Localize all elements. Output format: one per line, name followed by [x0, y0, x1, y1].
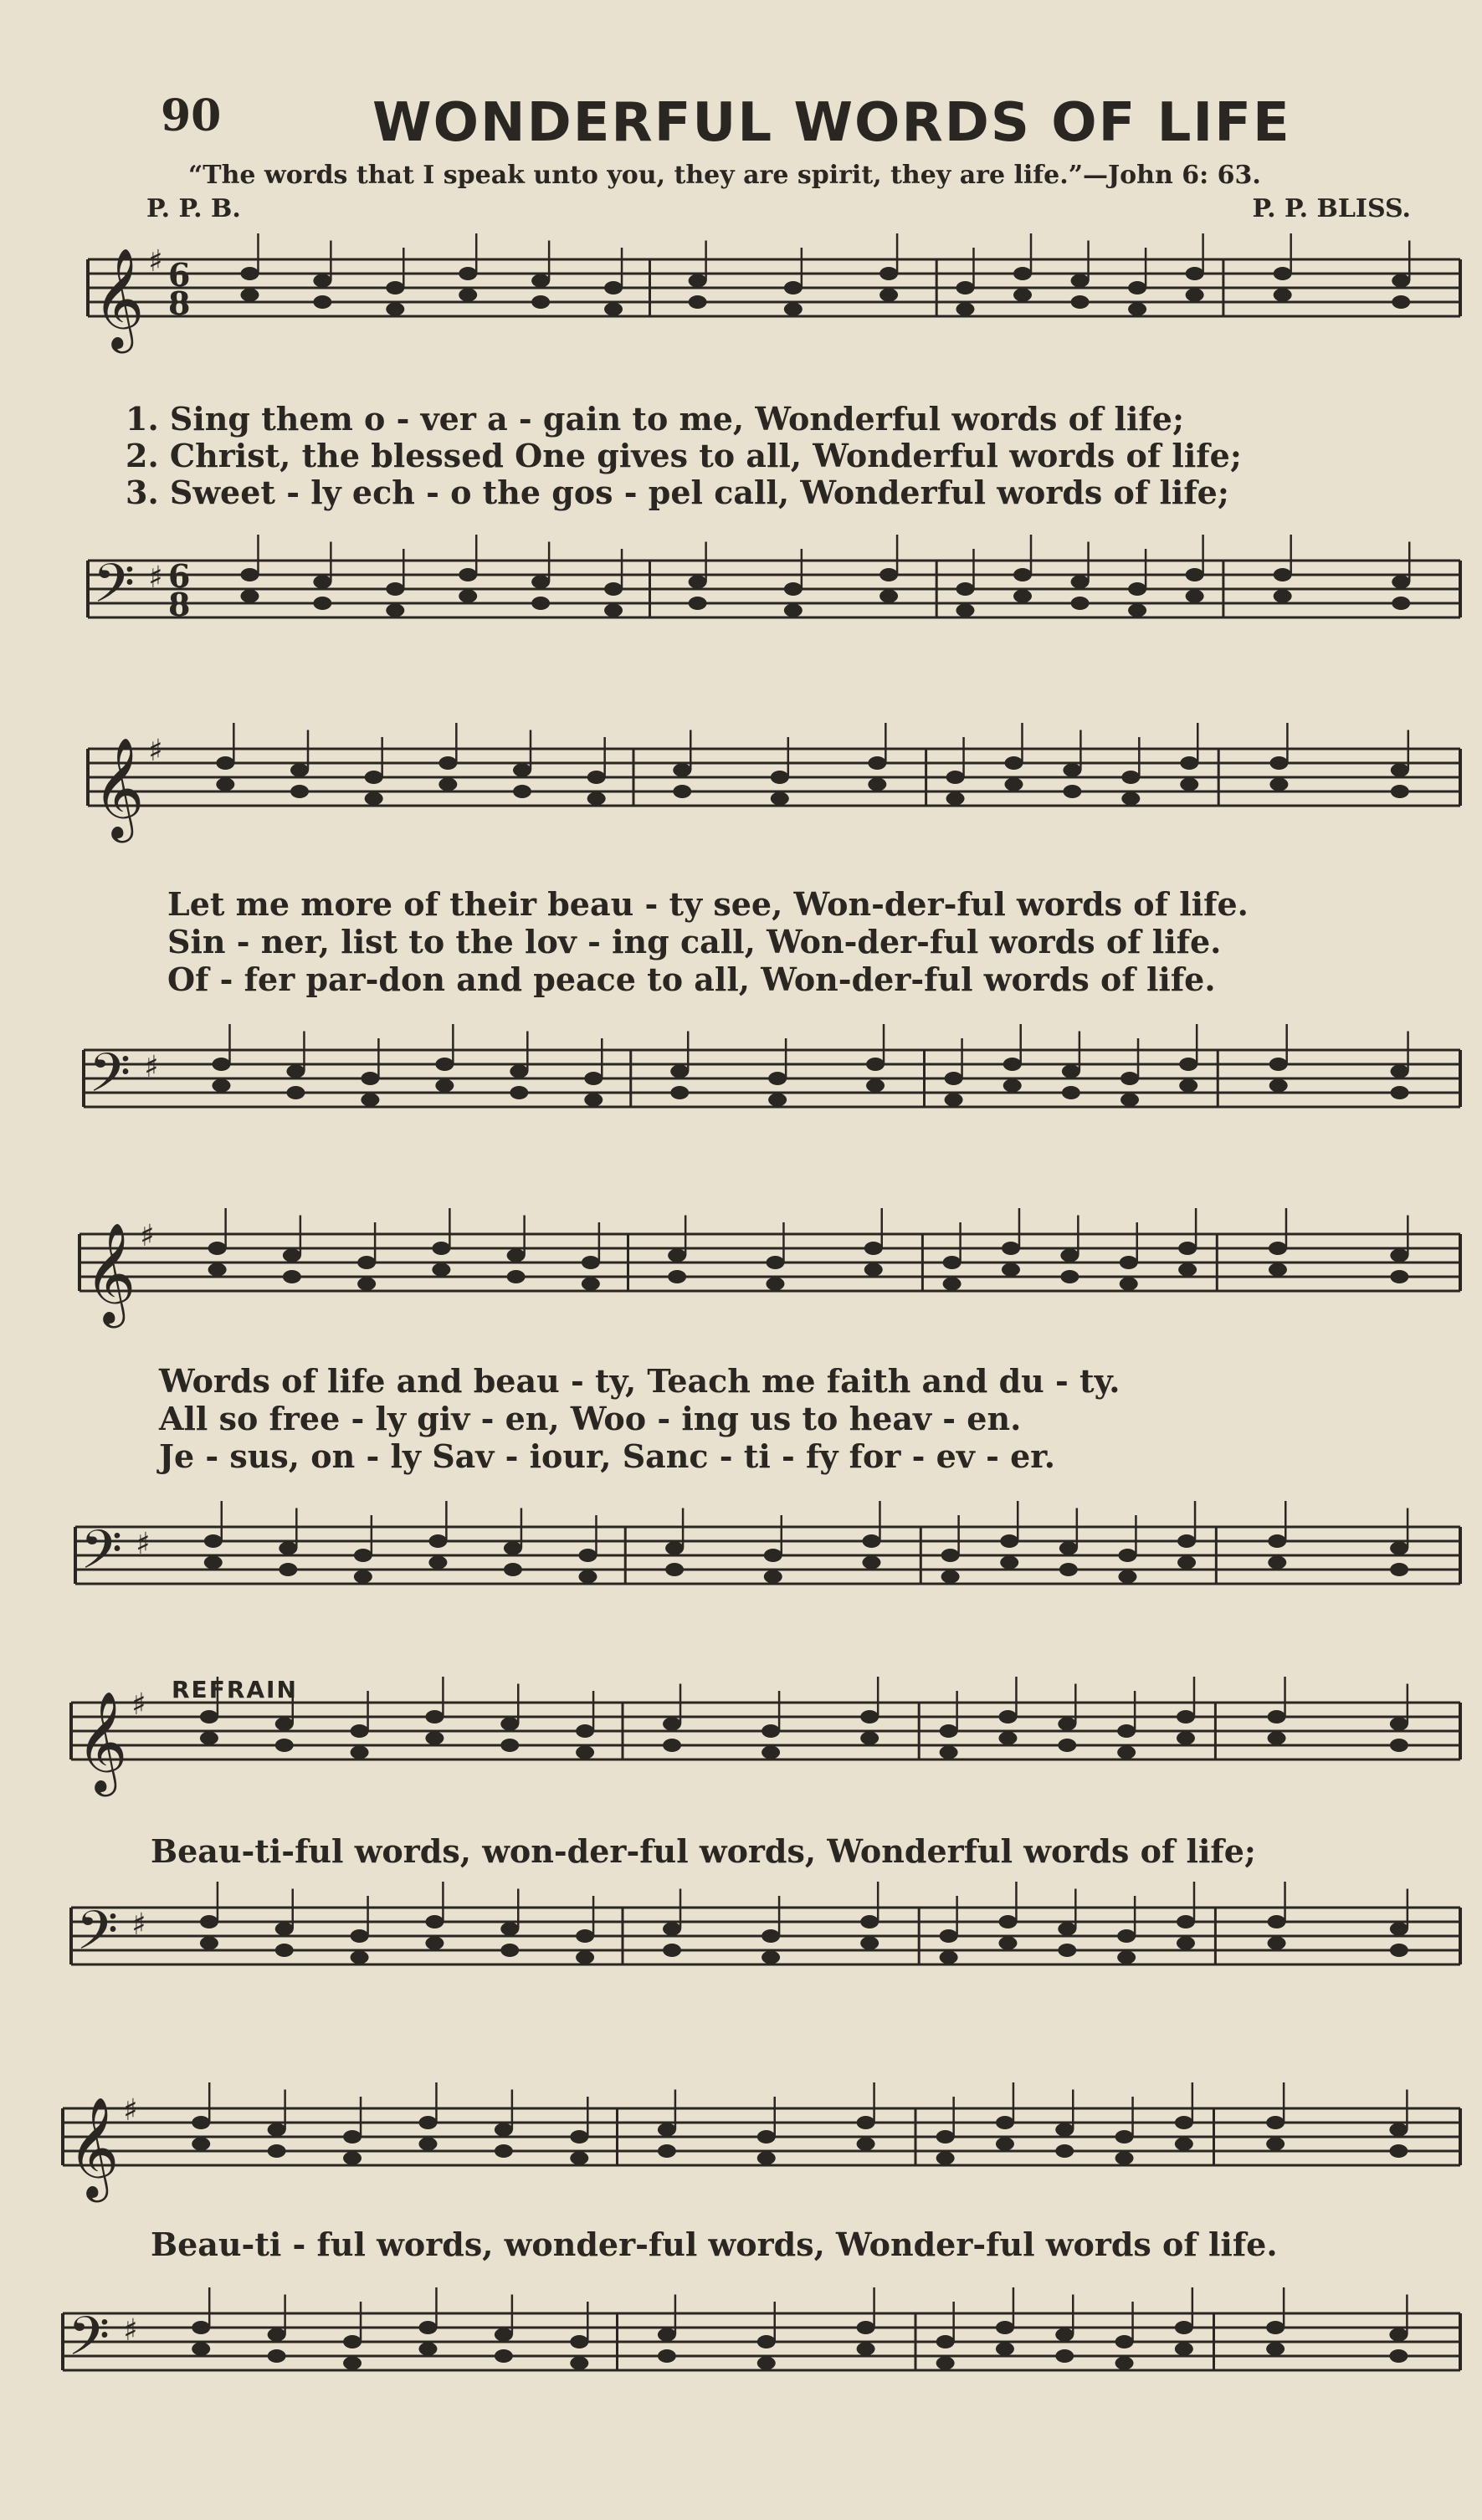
lyric-line: Words of life and beau - ty, Teach me faith and du - ty. [159, 1362, 1120, 1400]
lyric-line: 1. Sing them o - ver a - gain to me, Wonderful words of life; [126, 400, 1184, 438]
notehead [1055, 2123, 1074, 2137]
notehead [1266, 2138, 1285, 2151]
notehead [857, 2343, 875, 2356]
notehead [343, 2130, 362, 2144]
notehead [418, 2138, 437, 2151]
notehead [570, 2357, 588, 2370]
notehead [757, 2357, 776, 2370]
notehead [570, 2152, 588, 2165]
notehead [757, 2152, 776, 2165]
notehead [268, 2144, 286, 2158]
notehead [570, 2335, 588, 2348]
notehead [857, 2321, 875, 2334]
sharp-icon: ♯ [136, 1527, 151, 1561]
notehead [495, 2123, 513, 2137]
sharp-icon: ♯ [140, 1219, 155, 1253]
sharp-icon: ♯ [131, 1688, 146, 1722]
notehead [495, 2349, 513, 2363]
notehead [936, 2130, 955, 2144]
lyricist-credit: P. P. B. [146, 194, 241, 223]
notehead [418, 2343, 437, 2356]
notehead [1115, 2357, 1134, 2370]
notehead [1055, 2349, 1074, 2363]
time-signature-denominator: 8 [168, 586, 191, 623]
lyric-line: 3. Sweet - ly ech - o the gos - pel call, Wonderful words of life; [126, 474, 1229, 511]
notehead [1115, 2335, 1134, 2348]
notehead [343, 2152, 362, 2165]
notehead [495, 2144, 513, 2158]
notehead [1055, 2144, 1074, 2158]
scripture-epigraph: “The words that I speak unto you, they are spirit, they are life.”—John 6: 63. [188, 161, 1261, 190]
notehead [1389, 2123, 1408, 2137]
lyric-line: All so free - ly giv - en, Woo - ing us to heav - en. [159, 1400, 1022, 1437]
notehead [1055, 2328, 1074, 2342]
time-signature-numerator: 6 [168, 256, 191, 294]
lyric-line: Sin - ner, list to the lov - ing call, Won-der-ful words of life. [167, 923, 1222, 960]
lyric-line: 2. Christ, the blessed One gives to all, Wonderful words of life; [126, 437, 1242, 474]
notehead [936, 2357, 955, 2370]
time-signature-numerator: 6 [168, 557, 191, 595]
page-number: 90 [161, 90, 222, 141]
notehead [1175, 2116, 1193, 2129]
notehead [1266, 2116, 1285, 2129]
notehead [1175, 2321, 1193, 2334]
notehead [1389, 2144, 1408, 2158]
notehead [757, 2130, 776, 2144]
sharp-icon: ♯ [144, 1050, 159, 1084]
notehead [658, 2123, 676, 2137]
notehead [268, 2349, 286, 2363]
sharp-icon: ♯ [131, 1908, 146, 1942]
notehead [936, 2152, 955, 2165]
bass-clef-icon: 𝄢 [80, 1519, 123, 1595]
notehead [268, 2123, 286, 2137]
sharp-icon: ♯ [123, 2093, 138, 2128]
treble-clef-icon: 𝄞 [68, 2096, 120, 2198]
notehead [268, 2328, 286, 2342]
sharp-icon: ♯ [148, 244, 163, 279]
composer-credit: P. P. BLISS. [1252, 194, 1411, 223]
notehead [1115, 2130, 1134, 2144]
notehead [936, 2335, 955, 2348]
notehead [418, 2116, 437, 2129]
sharp-icon: ♯ [148, 734, 163, 768]
treble-clef-icon: 𝄞 [85, 1222, 136, 1324]
notehead [192, 2321, 210, 2334]
treble-clef-icon: 𝄞 [93, 247, 145, 349]
notehead [1389, 2328, 1408, 2342]
notehead [1115, 2152, 1134, 2165]
notehead [1266, 2343, 1285, 2356]
bass-clef-icon: 𝄢 [93, 553, 136, 628]
notehead [343, 2335, 362, 2348]
hymn-title: WONDERFUL WORDS OF LIFE [372, 92, 1291, 154]
notehead [757, 2335, 776, 2348]
notehead [192, 2138, 210, 2151]
notehead [857, 2116, 875, 2129]
treble-clef-icon: 𝄞 [93, 736, 145, 838]
lyric-line: Beau-ti - ful words, wonder-ful words, Wonder-ful words of life. [151, 2225, 1278, 2263]
lyric-line: Je - sus, on - ly Sav - iour, Sanc - ti - fy for - ev - er. [159, 1437, 1056, 1475]
bass-clef-icon: 𝄢 [76, 1900, 119, 1975]
lyric-line: Beau-ti-ful words, won-der-ful words, Wonderful words of life; [151, 1832, 1256, 1870]
notehead [1175, 2343, 1193, 2356]
notehead [857, 2138, 875, 2151]
notehead [1175, 2138, 1193, 2151]
bass-clef-icon: 𝄢 [89, 1042, 131, 1118]
notehead [418, 2321, 437, 2334]
notehead [1266, 2321, 1285, 2334]
refrain-label: REFRAIN [172, 1676, 298, 1703]
notehead [658, 2349, 676, 2363]
notehead [1389, 2349, 1408, 2363]
treble-clef-icon: 𝄞 [76, 1690, 128, 1792]
sharp-icon: ♯ [123, 2313, 138, 2348]
bass-clef-icon: 𝄢 [68, 2306, 110, 2381]
sharp-icon: ♯ [148, 561, 163, 595]
notehead [495, 2328, 513, 2342]
notehead [658, 2328, 676, 2342]
notehead [996, 2321, 1014, 2334]
notehead [658, 2144, 676, 2158]
notehead [192, 2343, 210, 2356]
time-signature-denominator: 8 [168, 284, 191, 322]
notehead [996, 2343, 1014, 2356]
notehead [996, 2116, 1014, 2129]
lyric-line: Let me more of their beau - ty see, Won-der-ful words of life. [167, 885, 1249, 923]
notehead [192, 2116, 210, 2129]
lyric-line: Of - fer par-don and peace to all, Won-der-ful words of life. [167, 960, 1216, 998]
notehead [343, 2357, 362, 2370]
notehead [996, 2138, 1014, 2151]
notehead [570, 2130, 588, 2144]
